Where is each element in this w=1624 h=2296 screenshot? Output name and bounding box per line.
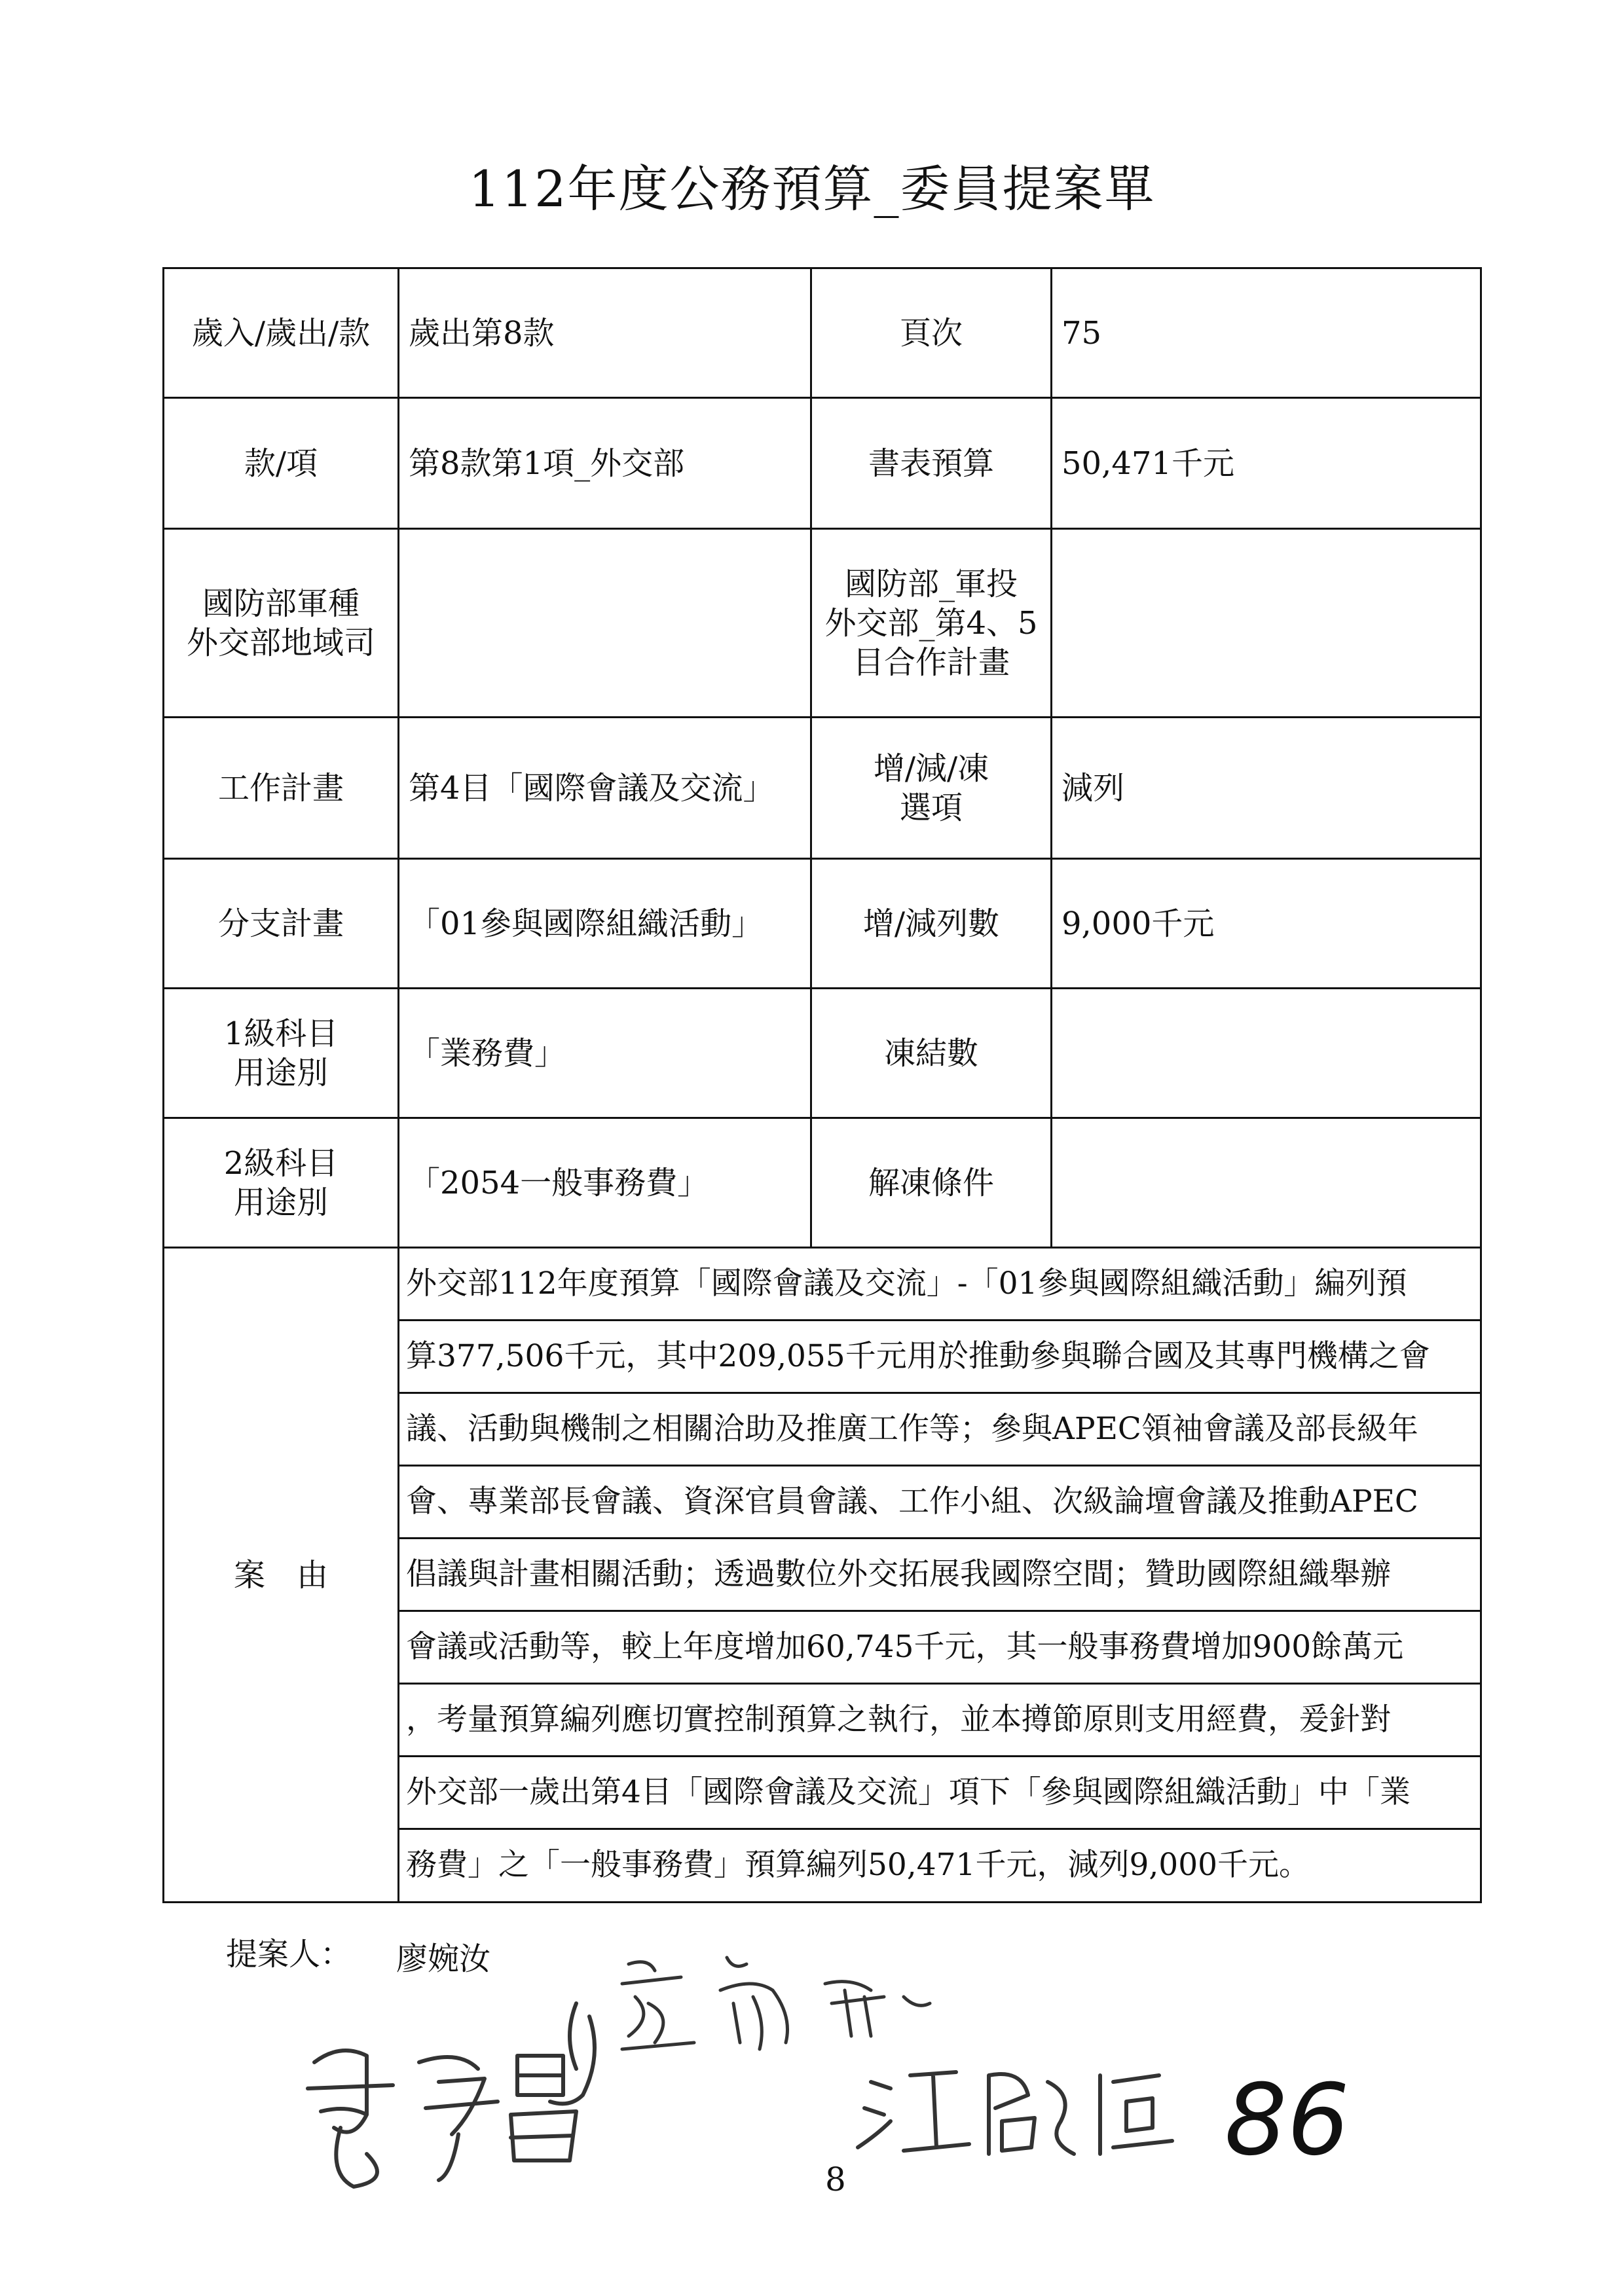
label-cell: 解凍條件 bbox=[811, 1118, 1052, 1248]
reason-line: 外交部112年度預算「國際會議及交流」-「01參與國際組織活動」編列預 bbox=[399, 1248, 1480, 1321]
value-cell: 第4目「國際會議及交流」 bbox=[399, 718, 811, 859]
reason-line: 會、專業部長會議、資深官員會議、工作小組、次級論壇會議及推動APEC bbox=[399, 1467, 1480, 1539]
value-cell: 減列 bbox=[1052, 718, 1481, 859]
label-line: 1級科目 bbox=[223, 1015, 339, 1052]
proposer-label: 提案人： bbox=[226, 1936, 352, 1973]
handwritten-number bbox=[1225, 2064, 1350, 2178]
label-line: 外交部地域司 bbox=[186, 624, 375, 661]
label-cell: 款/項 bbox=[164, 398, 399, 529]
reason-line: 外交部一歲出第4目「國際會議及交流」項下「參與國際組織活動」中「業 bbox=[399, 1757, 1480, 1830]
value-cell: 「業務費」 bbox=[399, 989, 811, 1118]
value-cell: 「01參與國際組織活動」 bbox=[399, 859, 811, 989]
value-cell: 50,471千元 bbox=[1052, 398, 1481, 529]
reason-line: 會議或活動等，較上年度增加60,745千元，其一般事務費增加900餘萬元 bbox=[399, 1612, 1480, 1685]
reason-line: 議、活動與機制之相關洽助及推廣工作等；參與APEC領袖會議及部長級年 bbox=[399, 1394, 1480, 1467]
reason-line: 算377,506千元，其中209,055千元用於推動參與聯合國及其專門機構之會 bbox=[399, 1321, 1480, 1394]
label-line: 增/減/凍 bbox=[873, 750, 989, 787]
label-line: 選項 bbox=[899, 789, 963, 826]
signature-ma bbox=[308, 2003, 595, 2187]
value-cell: 第8款第1項_外交部 bbox=[399, 398, 811, 529]
label-line: 國防部_軍投 bbox=[844, 565, 1018, 602]
label-cell: 凍結數 bbox=[811, 989, 1052, 1118]
label-cell: 歲入/歲出/款 bbox=[164, 268, 399, 398]
reason-line: ，考量預算編列應切實控制預算之執行，並本撙節原則支用經費，爰針對 bbox=[399, 1685, 1480, 1757]
reason-label: 案 由 bbox=[164, 1248, 399, 1903]
label-cell: 頁次 bbox=[811, 268, 1052, 398]
label-cell: 分支計畫 bbox=[164, 859, 399, 989]
label-line: 外交部_第4、5 bbox=[824, 604, 1038, 642]
proposer-name: 廖婉汝 bbox=[396, 1941, 491, 1977]
page-number: 8 bbox=[825, 2160, 846, 2198]
label-cell: 工作計畫 bbox=[164, 718, 399, 859]
label-line: 國防部軍種 bbox=[202, 585, 360, 622]
value-cell: 歲出第8款 bbox=[399, 268, 811, 398]
form-title: 112年度公務預算_委員提案單 bbox=[468, 160, 1156, 218]
value-cell: 9,000千元 bbox=[1052, 859, 1481, 989]
label-cell: 書表預算 bbox=[811, 398, 1052, 529]
reason-line: 務費」之「一般事務費」預算編列50,471千元，減列9,000千元。 bbox=[406, 1847, 1310, 1883]
label-line: 2級科目 bbox=[223, 1144, 339, 1182]
signature-liao bbox=[622, 1958, 930, 2049]
value-cell: 75 bbox=[1052, 268, 1481, 398]
svg-text:86: 86 bbox=[1225, 2064, 1350, 2178]
label-line: 目合作計畫 bbox=[852, 644, 1010, 681]
value-cell: 「2054一般事務費」 bbox=[399, 1118, 811, 1248]
signature-chiang bbox=[858, 2072, 1172, 2154]
label-cell: 增/減列數 bbox=[811, 859, 1052, 989]
label-line: 用途別 bbox=[233, 1184, 328, 1221]
reason-line: 倡議與計畫相關活動；透過數位外交拓展我國際空間；贊助國際組織舉辦 bbox=[399, 1539, 1480, 1612]
label-line: 用途別 bbox=[233, 1054, 328, 1091]
